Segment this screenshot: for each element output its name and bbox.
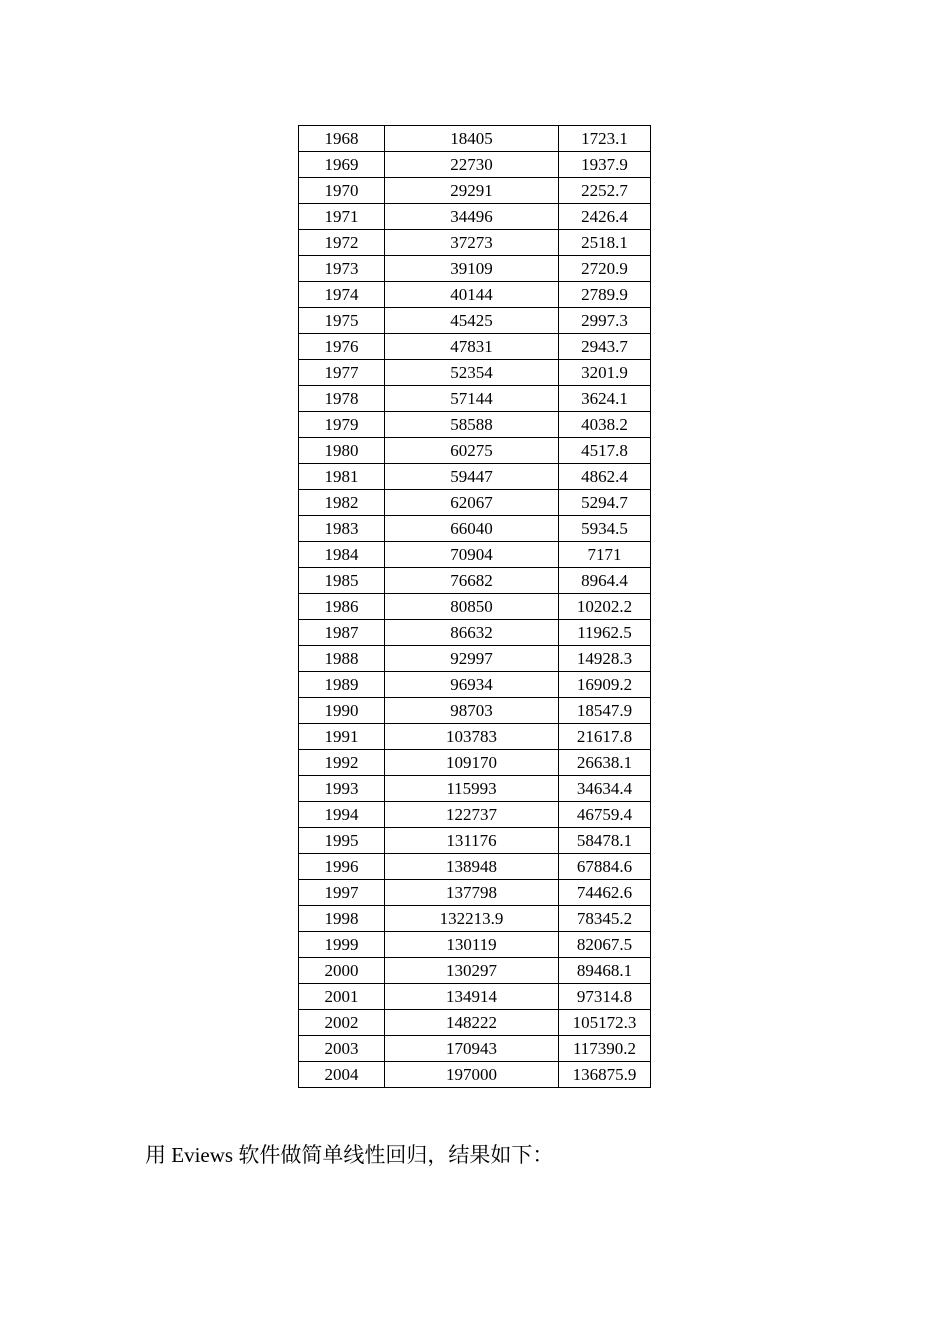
year-cell: 1996 <box>299 854 385 880</box>
value-a-cell: 137798 <box>385 880 559 906</box>
value-a-cell: 18405 <box>385 126 559 152</box>
value-b-cell: 2518.1 <box>559 230 651 256</box>
year-cell: 1979 <box>299 412 385 438</box>
value-b-cell: 4517.8 <box>559 438 651 464</box>
table-row <box>299 646 651 672</box>
table-row <box>299 412 651 438</box>
table-row <box>299 386 651 412</box>
value-a-cell: 66040 <box>385 516 559 542</box>
value-a-cell: 70904 <box>385 542 559 568</box>
value-a-cell: 115993 <box>385 776 559 802</box>
year-cell: 1983 <box>299 516 385 542</box>
table-row <box>299 828 651 854</box>
value-b-cell: 117390.2 <box>559 1036 651 1062</box>
year-cell: 1973 <box>299 256 385 282</box>
table-row <box>299 698 651 724</box>
value-a-cell: 34496 <box>385 204 559 230</box>
value-b-cell: 5294.7 <box>559 490 651 516</box>
year-cell: 1991 <box>299 724 385 750</box>
table-row <box>299 906 651 932</box>
year-cell: 1987 <box>299 620 385 646</box>
table-row <box>299 724 651 750</box>
year-cell: 1975 <box>299 308 385 334</box>
value-a-cell: 98703 <box>385 698 559 724</box>
value-b-cell: 8964.4 <box>559 568 651 594</box>
year-cell: 2004 <box>299 1062 385 1088</box>
table-row <box>299 932 651 958</box>
value-b-cell: 11962.5 <box>559 620 651 646</box>
year-cell: 1981 <box>299 464 385 490</box>
value-b-cell: 3201.9 <box>559 360 651 386</box>
year-cell: 1986 <box>299 594 385 620</box>
value-b-cell: 58478.1 <box>559 828 651 854</box>
year-cell: 1977 <box>299 360 385 386</box>
table-row <box>299 854 651 880</box>
value-b-cell: 82067.5 <box>559 932 651 958</box>
table-row <box>299 776 651 802</box>
value-a-cell: 76682 <box>385 568 559 594</box>
value-b-cell: 97314.8 <box>559 984 651 1010</box>
value-b-cell: 34634.4 <box>559 776 651 802</box>
value-a-cell: 197000 <box>385 1062 559 1088</box>
year-cell: 2000 <box>299 958 385 984</box>
data-table-body <box>299 126 651 1088</box>
table-row <box>299 334 651 360</box>
value-a-cell: 22730 <box>385 152 559 178</box>
table-row <box>299 438 651 464</box>
value-b-cell: 74462.6 <box>559 880 651 906</box>
year-cell: 1990 <box>299 698 385 724</box>
value-b-cell: 89468.1 <box>559 958 651 984</box>
value-a-cell: 148222 <box>385 1010 559 1036</box>
table-row <box>299 1062 651 1088</box>
value-a-cell: 52354 <box>385 360 559 386</box>
value-b-cell: 46759.4 <box>559 802 651 828</box>
value-b-cell: 5934.5 <box>559 516 651 542</box>
value-a-cell: 60275 <box>385 438 559 464</box>
value-b-cell: 2789.9 <box>559 282 651 308</box>
table-row <box>299 178 651 204</box>
year-cell: 1999 <box>299 932 385 958</box>
table-row <box>299 490 651 516</box>
table-row <box>299 464 651 490</box>
value-a-cell: 62067 <box>385 490 559 516</box>
value-a-cell: 58588 <box>385 412 559 438</box>
table-row <box>299 204 651 230</box>
table-row <box>299 958 651 984</box>
year-cell: 1994 <box>299 802 385 828</box>
value-b-cell: 18547.9 <box>559 698 651 724</box>
value-a-cell: 109170 <box>385 750 559 776</box>
year-cell: 1971 <box>299 204 385 230</box>
year-cell: 2003 <box>299 1036 385 1062</box>
value-b-cell: 2997.3 <box>559 308 651 334</box>
table-row <box>299 802 651 828</box>
table-row <box>299 282 651 308</box>
value-a-cell: 96934 <box>385 672 559 698</box>
value-a-cell: 130297 <box>385 958 559 984</box>
value-a-cell: 45425 <box>385 308 559 334</box>
value-a-cell: 47831 <box>385 334 559 360</box>
value-b-cell: 2426.4 <box>559 204 651 230</box>
year-cell: 2002 <box>299 1010 385 1036</box>
table-row <box>299 230 651 256</box>
table-row <box>299 1036 651 1062</box>
year-cell: 1976 <box>299 334 385 360</box>
value-a-cell: 134914 <box>385 984 559 1010</box>
value-b-cell: 7171 <box>559 542 651 568</box>
value-b-cell: 78345.2 <box>559 906 651 932</box>
value-b-cell: 136875.9 <box>559 1062 651 1088</box>
value-b-cell: 16909.2 <box>559 672 651 698</box>
value-a-cell: 86632 <box>385 620 559 646</box>
table-row <box>299 256 651 282</box>
value-b-cell: 4862.4 <box>559 464 651 490</box>
year-cell: 1993 <box>299 776 385 802</box>
table-row <box>299 750 651 776</box>
regression-caption: 用 Eviews 软件做简单线性回归，结果如下： <box>145 1143 554 1167</box>
table-row <box>299 594 651 620</box>
year-cell: 1995 <box>299 828 385 854</box>
value-b-cell: 26638.1 <box>559 750 651 776</box>
value-b-cell: 10202.2 <box>559 594 651 620</box>
value-a-cell: 130119 <box>385 932 559 958</box>
table-row <box>299 984 651 1010</box>
year-cell: 1980 <box>299 438 385 464</box>
value-a-cell: 132213.9 <box>385 906 559 932</box>
table-row <box>299 126 651 152</box>
year-cell: 1968 <box>299 126 385 152</box>
year-cell: 1978 <box>299 386 385 412</box>
table-row <box>299 152 651 178</box>
value-a-cell: 92997 <box>385 646 559 672</box>
table-row <box>299 1010 651 1036</box>
year-cell: 1969 <box>299 152 385 178</box>
value-a-cell: 39109 <box>385 256 559 282</box>
year-cell: 1988 <box>299 646 385 672</box>
value-a-cell: 138948 <box>385 854 559 880</box>
year-cell: 1984 <box>299 542 385 568</box>
year-cell: 1998 <box>299 906 385 932</box>
year-cell: 1972 <box>299 230 385 256</box>
value-b-cell: 2720.9 <box>559 256 651 282</box>
year-cell: 1974 <box>299 282 385 308</box>
value-b-cell: 2943.7 <box>559 334 651 360</box>
table-row <box>299 308 651 334</box>
value-b-cell: 1723.1 <box>559 126 651 152</box>
value-a-cell: 57144 <box>385 386 559 412</box>
table-row <box>299 880 651 906</box>
table-row <box>299 360 651 386</box>
value-a-cell: 37273 <box>385 230 559 256</box>
data-table <box>298 125 651 1088</box>
table-row <box>299 620 651 646</box>
value-a-cell: 131176 <box>385 828 559 854</box>
table-row <box>299 542 651 568</box>
year-cell: 1970 <box>299 178 385 204</box>
value-b-cell: 21617.8 <box>559 724 651 750</box>
value-a-cell: 40144 <box>385 282 559 308</box>
table-row <box>299 672 651 698</box>
value-b-cell: 14928.3 <box>559 646 651 672</box>
value-b-cell: 2252.7 <box>559 178 651 204</box>
value-b-cell: 67884.6 <box>559 854 651 880</box>
value-a-cell: 122737 <box>385 802 559 828</box>
year-cell: 1992 <box>299 750 385 776</box>
year-cell: 1985 <box>299 568 385 594</box>
value-a-cell: 59447 <box>385 464 559 490</box>
value-b-cell: 105172.3 <box>559 1010 651 1036</box>
value-a-cell: 29291 <box>385 178 559 204</box>
value-b-cell: 1937.9 <box>559 152 651 178</box>
year-cell: 2001 <box>299 984 385 1010</box>
year-cell: 1989 <box>299 672 385 698</box>
table-row <box>299 516 651 542</box>
year-cell: 1982 <box>299 490 385 516</box>
table-row <box>299 568 651 594</box>
value-a-cell: 80850 <box>385 594 559 620</box>
value-b-cell: 4038.2 <box>559 412 651 438</box>
year-cell: 1997 <box>299 880 385 906</box>
value-b-cell: 3624.1 <box>559 386 651 412</box>
value-a-cell: 170943 <box>385 1036 559 1062</box>
value-a-cell: 103783 <box>385 724 559 750</box>
